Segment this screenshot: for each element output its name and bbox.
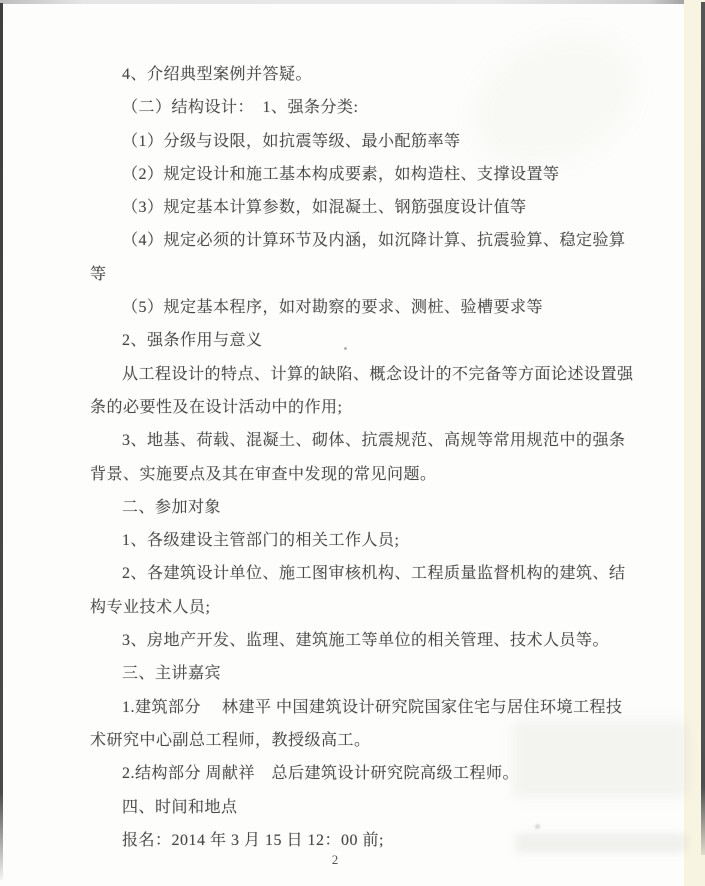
doc-line: 构专业技术人员;: [90, 598, 211, 616]
doc-line: 背景、实施要点及其在审查中发现的常见问题。: [90, 465, 437, 483]
scan-edge-left: [0, 3, 3, 880]
doc-line: 4、介绍典型案例并答疑。: [122, 66, 313, 83]
doc-line: （3）规定基本计算参数，如混凝土、钢筋强度设计值等: [122, 199, 527, 217]
scan-edge-top: [0, 0, 705, 4]
doc-line: （5）规定基本程序，如对勘察的要求、测桩、验槽要求等: [122, 299, 544, 317]
doc-line: 2、强条作用与意义: [122, 332, 263, 350]
doc-line: 1、各级建设主管部门的相关工作人员;: [122, 532, 400, 550]
doc-line: 3、地基、荷载、混凝土、砌体、抗震规范、高规等常用规范中的强条: [122, 432, 626, 450]
doc-line: （二）结构设计： 1、强条分类:: [122, 99, 359, 117]
doc-line: 从工程设计的特点、计算的缺陷、概念设计的不完备等方面论述设置强: [122, 365, 634, 383]
doc-line: 三、主讲嘉宾: [122, 665, 222, 683]
doc-line: 四、时间和地点: [122, 798, 238, 816]
document-body: [90, 58, 634, 857]
doc-line: 1.建筑部分 林建平 中国建筑设计研究院国家住宅与居住环境工程技: [122, 698, 623, 716]
doc-line: 报名：2014 年 3 月 15 日 12：00 前;: [122, 831, 384, 849]
doc-line: （1）分级与设限，如抗震等级、最小配筋率等: [122, 132, 461, 150]
doc-line: 3、房地产开发、监理、建筑施工等单位的相关管理、技术人员等。: [122, 632, 610, 650]
page-number: 2: [331, 852, 339, 867]
doc-line: （4）规定必须的计算环节及内涵，如沉降计算、抗震验算、稳定验算: [122, 232, 626, 250]
doc-line: 二、参加对象: [122, 498, 222, 516]
doc-line: 2、各建筑设计单位、施工图审核机构、工程质量监督机构的建筑、结: [122, 565, 626, 583]
doc-line: 条的必要性及在设计活动中的作用;: [90, 398, 343, 416]
doc-line: 等: [90, 265, 107, 283]
doc-line: （2）规定设计和施工基本构成要素，如构造柱、支撑设置等: [122, 165, 560, 183]
doc-line: 2.结构部分 周献祥 总后建筑设计研究院高级工程师。: [122, 765, 520, 783]
scan-edge-right: [701, 2, 705, 855]
doc-line: 术研究中心副总工程师，教授级高工。: [90, 731, 371, 749]
